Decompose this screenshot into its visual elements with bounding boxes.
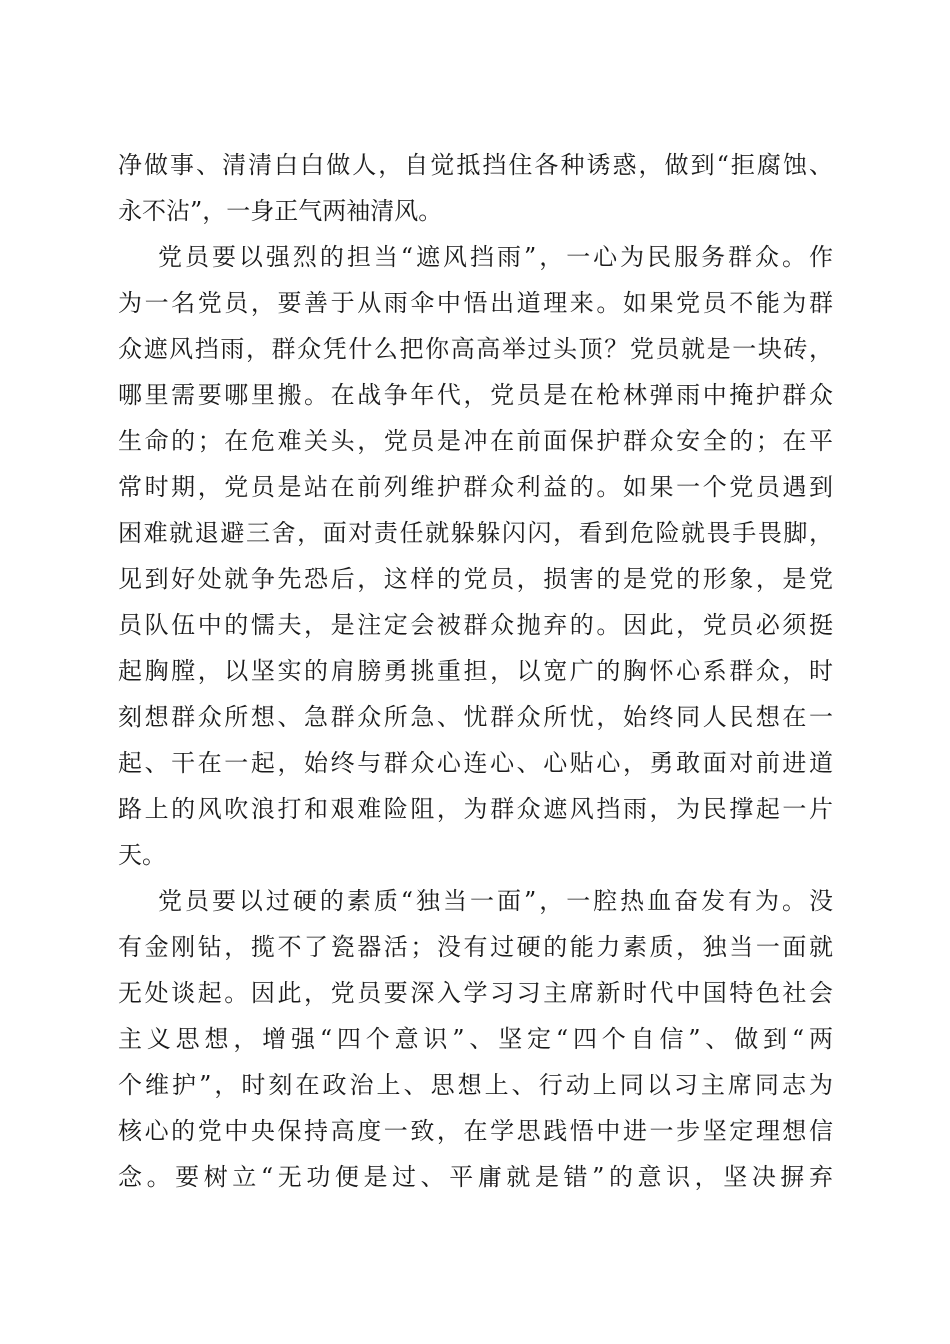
paragraph-start-line: 党员要以强烈的担当“遮风挡雨”，一心为民服务群众。作 [158,243,833,271]
text-line: 念。要树立“无功便是过、平庸就是错”的意识，坚决摒弃 [118,1163,833,1191]
text-line: 常时期，党员是站在前列维护群众利益的。如果一个党员遇到 [118,473,833,501]
text-line: 有金刚钻，揽不了瓷器活；没有过硬的能力素质，独当一面就 [118,933,833,961]
paragraph-end-line: 永不沾”，一身正气两袖清风。 [118,197,443,225]
text-line: 主义思想，增强“四个意识”、坚定“四个自信”、做到“两 [118,1025,833,1053]
text-line: 无处谈起。因此，党员要深入学习习主席新时代中国特色社会 [118,979,833,1007]
text-line: 员队伍中的懦夫，是注定会被群众抛弃的。因此，党员必须挺 [118,611,833,639]
text-line: 起、干在一起，始终与群众心连心、心贴心，勇敢面对前进道 [118,749,833,777]
text-line: 核心的党中央保持高度一致，在学思践悟中进一步坚定理想信 [118,1117,833,1145]
paragraph-start-line: 党员要以过硬的素质“独当一面”，一腔热血奋发有为。没 [158,887,833,915]
text-line: 困难就退避三舍，面对责任就躲躲闪闪，看到危险就畏手畏脚， [118,519,833,547]
text-line: 众遮风挡雨，群众凭什么把你高高举过头顶？党员就是一块砖， [118,335,833,363]
paragraph-end-line: 天。 [118,841,166,869]
text-line: 起胸膛，以坚实的肩膀勇挑重担，以宽广的胸怀心系群众，时 [118,657,833,685]
text-line: 净做事、清清白白做人，自觉抵挡住各种诱惑，做到“拒腐蚀、 [118,151,833,179]
text-line: 路上的风吹浪打和艰难险阻，为群众遮风挡雨，为民撑起一片 [118,795,833,823]
text-line: 哪里需要哪里搬。在战争年代，党员是在枪林弹雨中掩护群众 [118,381,833,409]
text-line: 刻想群众所想、急群众所急、忧群众所忧，始终同人民想在一 [118,703,833,731]
text-line: 见到好处就争先恐后，这样的党员，损害的是党的形象，是党 [118,565,833,593]
text-line: 为一名党员，要善于从雨伞中悟出道理来。如果党员不能为群 [118,289,833,317]
body-text [118,142,833,1200]
text-line: 个维护”，时刻在政治上、思想上、行动上同以习主席同志为 [118,1071,833,1099]
text-line: 生命的；在危难关头，党员是冲在前面保护群众安全的；在平 [118,427,833,455]
